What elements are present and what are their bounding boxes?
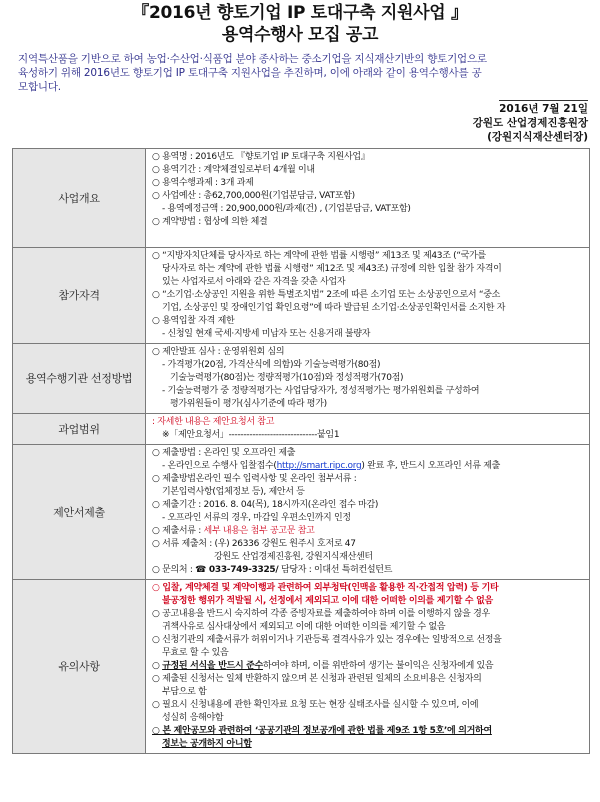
list-item: ○ 본 제안공모와 관련하여 ‘공공기관의 정보공개에 관한 법률 제9조 1항 5호’에 의거하여	[152, 726, 492, 736]
list-item: ○ 용역기간 : 계약체결일로부터 4개월 이내	[152, 165, 315, 175]
announcement-table	[12, 148, 590, 754]
text-segment: - 온라인으로 수행사 입찰접수(	[162, 461, 277, 471]
list-item: 성실히 응해야함	[162, 713, 224, 723]
announcement-date: 2016년 7월 21일	[499, 100, 588, 116]
page-title: 『2016년 향토기업 IP 토대구축 지원사업 』	[132, 3, 468, 23]
row-header-notes: 유의사항	[13, 580, 146, 754]
row-body-overview	[146, 149, 590, 248]
list-item: ○ “지방자치단체를 당사자로 하는 계약에 관한 법률 시행령” 제13조 및 제43조 (“국가를	[152, 251, 486, 261]
list-item: ○ 용역입찰 자격 제한	[152, 316, 235, 326]
list-item: 정보는 공개하지 아니함	[162, 739, 252, 749]
table-row	[13, 149, 590, 248]
list-item: ○ 제출방법온라인 필수 입력사항 및 온라인 첨부서류 :	[152, 474, 357, 484]
text-segment: ○ 제출서류 :	[152, 526, 204, 536]
row-header-scope: 과업범위	[13, 414, 146, 445]
row-body-selection	[146, 344, 590, 414]
intro-line: 육성하기 위해 2016년도 향토기업 IP 토대구축 지원사업을 추진하며, 이에 아래와 같이 용역수행사를 공	[18, 67, 482, 79]
text-segment-red: 세부 내용은 첨부 공고문 참고	[203, 526, 315, 536]
list-item: 불공정한 행위가 적발될 시, 선정에서 제외되고 이에 대한 어떠한 이의를 제기할 수 없음	[162, 596, 493, 606]
list-item: - 기술능력평가 중 정량적평가는 사업담당자가, 정성적평가는 평가위원회를 구성하여	[162, 386, 480, 396]
row-body-submission	[146, 445, 590, 580]
list-item: ○ 제출기간 : 2016. 8. 04(목), 18시까지(온라인 접수 마감)	[152, 500, 379, 510]
text-segment: ) 완료 후, 반드시 오프라인 서류 제출	[361, 461, 501, 471]
list-item	[152, 525, 583, 538]
list-item: ○ 제안발표 심사 : 운영위원회 심의	[152, 347, 285, 357]
list-item	[152, 460, 583, 473]
list-item: - 가격평가(20점, 가격산식에 의함)와 기술능력평가(80점)	[162, 360, 381, 370]
list-item: 강원도 산업경제진흥원, 강원지식재산센터	[214, 552, 373, 562]
list-item: 귀책사유로 심사대상에서 제외되고 이에 대한 어떠한 이의를 제기할 수 없음	[162, 622, 446, 632]
list-item: ○ 공고내용을 반드시 숙지하여 각종 증빙자료를 제출하여야 하며 이를 이행하지 않을 경우	[152, 609, 490, 619]
intro-paragraph	[0, 46, 600, 94]
list-item: - 오프라인 서류의 경우, 마감일 우편소인까지 인정	[162, 513, 351, 523]
list-item: 당사자로 하는 계약에 관한 법률 시행령” 제12조 및 제43조) 규정에 의한 입찰 참가 자격이	[162, 264, 502, 274]
text-segment-underlined: 규정된 서식을 반드시 준수	[162, 661, 263, 671]
list-item: 기술능력평가(80점)는 정량적평가(10점)와 정성적평가(70점)	[170, 373, 404, 383]
table-row	[13, 414, 590, 445]
list-item: ○ 제출된 신청서는 일체 반환하지 않으며 본 신청과 관련된 일체의 소요비용은 신청자의	[152, 674, 482, 684]
list-item: ○ 필요시 신청내용에 관한 확인자료 요청 또는 현장 실태조사를 실시할 수 있으며, 이에	[152, 700, 479, 710]
list-item: 부담으로 함	[162, 687, 207, 697]
intro-line: 모합니다.	[18, 81, 61, 93]
row-header-eligibility: 참가자격	[13, 248, 146, 344]
text-segment: 하여야 하며, 이를 위반하여 생기는 불이익은 신청자에게 있음	[262, 661, 494, 671]
text-segment: 담당자 : 이대선 특허컨설턴트	[278, 565, 393, 575]
intro-line: 지역특산품을 기반으로 하여 농업·수산업·식품업 분야 종사하는 중소기업을 지식재산기반의 향토기업으로	[18, 53, 487, 65]
page-subtitle: 용역수행사 모집 공고	[221, 25, 379, 45]
date-issuer-block	[0, 94, 600, 144]
row-header-selection: 용역수행기관 선정방법	[13, 344, 146, 414]
list-item: - 신청일 현재 국세·지방세 미납자 또는 신용거래 불량자	[162, 329, 371, 339]
list-item: ○ 사업예산 : 총62,700,000원(기업분담금, VAT포함)	[152, 191, 355, 201]
table-row	[13, 344, 590, 414]
text-segment: ○	[152, 661, 163, 671]
list-item: 있는 사업자로서 아래와 같은 자격을 갖춘 사업자	[162, 277, 346, 287]
list-item: 기업, 소상공인 및 장애인기업 확인요령”에 따라 발급된 소기업·소상공인확인서를 소지한 자	[162, 303, 506, 313]
row-header-submission: 제안서제출	[13, 445, 146, 580]
row-body-notes	[146, 580, 590, 754]
list-item: : 자세한 내용은 제안요청서 참고	[152, 417, 275, 427]
table-row	[13, 580, 590, 754]
list-item: ○ 제출방법 : 온라인 및 오프라인 제출	[152, 448, 296, 458]
issuer-name: 강원도 산업경제진흥원장	[472, 117, 588, 129]
table-row	[13, 248, 590, 344]
list-item: ○ “소기업·소상공인 지원을 위한 특별조치법” 2조에 따른 소기업 또는 소상공인으로서 “중소	[152, 290, 501, 300]
list-item: 무효로 할 수 있음	[162, 648, 229, 658]
list-item	[152, 660, 583, 673]
list-item: ○ 서류 제출처 : (우) 26336 강원도 원주시 호저로 47	[152, 539, 356, 549]
list-item: - 용역예정금액 : 20,900,000원/과제(건) , (기업분담금, VAT포함)	[162, 204, 411, 214]
row-header-overview: 사업개요	[13, 149, 146, 248]
list-item: ○ 입찰, 계약체결 및 계약이행과 관련하여 외부청탁(인맥을 활용한 직·간접적 압력) 등 기타	[152, 583, 499, 593]
list-item: ○ 용역수행과제 : 3개 과제	[152, 178, 254, 188]
list-item: ※「제안요청서」------------------------------붙임1	[162, 430, 340, 440]
list-item: 기본입력사항(업체정보 등), 제안서 등	[162, 487, 305, 497]
table-row	[13, 445, 590, 580]
announcement-page	[0, 2, 600, 802]
phone-number: ☎ 033-749-3325/	[195, 565, 279, 575]
submission-link[interactable]: http://smart.ripc.org	[276, 461, 362, 471]
issuer-subname: (강원지식재산센터장)	[487, 131, 588, 143]
row-body-scope	[146, 414, 590, 445]
list-item	[152, 564, 583, 577]
row-body-eligibility	[146, 248, 590, 344]
list-item: 평가위원들이 평가(심사기준에 따라 평가)	[170, 399, 327, 409]
list-item: ○ 용역명 : 2016년도 『향토기업 IP 토대구축 지원사업』	[152, 152, 370, 162]
list-item: ○ 신청기관의 제출서류가 허위이거나 기관등록 결격사유가 있는 경우에는 일방적으로 선정을	[152, 635, 502, 645]
list-item: ○ 계약방법 : 협상에 의한 체결	[152, 217, 268, 227]
text-segment: ○ 문의처 :	[152, 565, 196, 575]
